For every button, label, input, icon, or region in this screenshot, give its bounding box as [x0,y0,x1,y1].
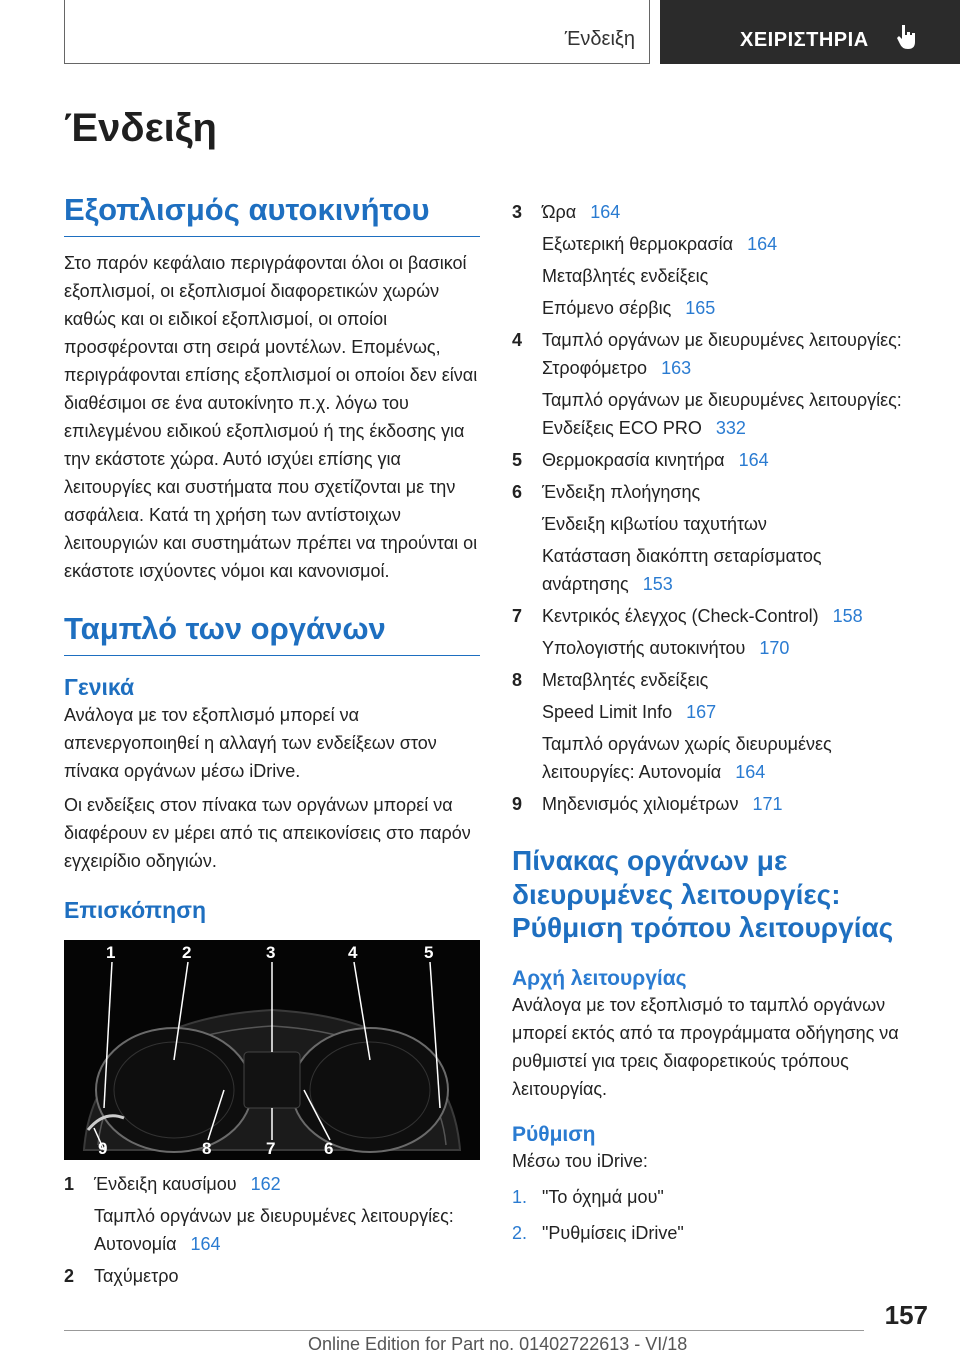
legend-item [64,1170,480,1198]
page-title: Ένδειξη [64,106,217,150]
paragraph-setting: Μέσω του iDrive: [512,1150,648,1171]
legend-item-text: Μηδενισμός χιλιομέτρων [542,794,739,814]
legend-item-subline [512,262,928,290]
page-reference-link[interactable]: 165 [685,298,716,318]
legend-item [64,1262,480,1290]
heading-setting: Ρύθμιση [512,1122,596,1146]
legend-item-text: Ένδειξη κιβωτίου ταχυτήτων [542,514,767,534]
callout-5: 5 [424,943,434,962]
left-column [64,192,480,1294]
legend-item-subline [64,1202,480,1258]
legend-item-number: 8 [512,670,523,690]
page-reference-link[interactable]: 167 [686,702,717,722]
callout-1: 1 [106,943,116,962]
legend-item-number: 9 [512,794,523,814]
header-section-box [64,0,650,64]
heading-general: Γενικά [64,674,135,700]
page-reference-link[interactable]: 164 [738,450,769,470]
legend-item-number: 4 [512,330,523,350]
page-reference-link[interactable]: 171 [752,794,783,814]
legend-item-text: Ένδειξη καυσίμου [94,1174,237,1194]
legend-item-text: Ένδειξη πλοήγησης [542,482,701,502]
legend-list-left [64,1170,480,1294]
heading-equipment: Εξοπλισμός αυτοκινήτου [64,192,480,237]
legend-item [512,326,928,382]
legend-item-number: 2 [64,1266,75,1286]
legend-item-text: Κατάσταση διακόπτη σεταρίσματος ανάρτησης [542,546,822,594]
legend-item-subline [512,542,928,598]
legend-item-subline [512,294,928,322]
page-reference-link[interactable]: 164 [190,1234,221,1254]
legend-item-text: Κεντρικός έλεγχος (Check-Control) [542,606,819,626]
header-chapter-box [660,0,960,64]
legend-item-text: Μεταβλητές ενδείξεις [542,266,709,286]
legend-item [512,478,928,506]
legend-item-subline [512,230,928,258]
page-reference-link[interactable]: 162 [250,1174,281,1194]
legend-item-text: Μεταβλητές ενδείξεις [542,670,709,690]
callout-9: 9 [98,1139,108,1158]
legend-item-text: Εξωτερική θερμοκρασία [542,234,734,254]
callout-3: 3 [266,943,276,962]
legend-item [512,198,928,226]
callout-7: 7 [266,1139,276,1158]
paragraph-principle: Ανάλογα με τον εξοπλισμό το ταμπλό οργάνων μπορεί εκτός από τα προγράμματα οδήγησης να ρυθμιστεί για τρεις διαφορετικούς τρόπους λειτουργίας. [512,994,899,1099]
header-chapter-label: ΧΕΙΡΙΣΤΗΡΙΑ [740,29,869,51]
legend-item-text: Speed Limit Info [542,702,673,722]
callout-2: 2 [182,943,192,962]
legend-item [512,666,928,694]
legend-item-subline [512,698,928,726]
footer-edition: Online Edition for Part no. 01402722613 - VI/18 [308,1334,688,1354]
step-number: 1. [512,1186,528,1207]
steps-list [512,1183,928,1255]
page-reference-link[interactable]: 164 [735,762,766,782]
paragraph-general-1: Ανάλογα με τον εξοπλισμό μπορεί να απενεργοποιηθεί η αλλαγή των ενδείξεων στον πίνακα οργάνων μέσω iDrive. [64,705,437,781]
page-reference-link[interactable]: 153 [642,574,673,594]
hand-pointer-icon [892,22,922,52]
legend-item-subline [512,634,928,662]
legend-item-number: 1 [64,1174,75,1194]
legend-item-text: Επόμενο σέρβις [542,298,672,318]
right-column [512,198,928,1255]
legend-item-subline [512,730,928,786]
heading-principle: Αρχή λειτουργίας [512,966,687,990]
instrument-cluster-illustration [64,940,480,1160]
callout-6: 6 [324,1139,334,1158]
paragraph-equipment: Στο παρόν κεφάλαιο περιγράφονται όλοι οι βασικοί εξοπλισμοί, οι εξοπλισμοί διαφορετικών χωρών καθώς και οι ειδικοί εξοπλισμοί, οι οποίοι προσφέρονται στη σειρά μοντέλων. Επομένως, περιγράφονται επίσης εξοπλισμοί οι οποίοι δεν είναι διαθέσιμοι σε ένα αυτοκίνητο π.χ. λόγω του επιλεγμένου ειδικού εξοπλισμού ή της έκδοσης για την εκάστοτε χώρα. Αυτό ισχύει επίσης για λειτουργίες και συστήματα που σχετίζονται με την ασφάλεια. Κατά τη χρήση των αντίστοιχων λειτουργιών και συστημάτων πρέπει να τηρούνται οι εκάστοτε ισχύοντες νόμοι και κανονισμοί. [64,253,478,581]
heading-dashboard: Ταμπλό των οργάνων [64,611,480,656]
legend-item [512,446,928,474]
heading-overview: Επισκόπηση [64,897,206,923]
legend-item-text: Ταμπλό οργάνων με διευρυμένες λειτουργίες: Αυτονομία [94,1206,454,1254]
page-reference-link[interactable]: 332 [715,418,746,438]
legend-item-text: Θερμοκρασία κινητήρα [542,450,725,470]
legend-item-text: Ώρα [542,202,577,222]
page-reference-link[interactable]: 164 [747,234,778,254]
heading-modes: Πίνακας οργάνων με διευρυμένες λειτουργίες: Ρύθμιση τρόπου λειτουργίας [512,845,894,944]
legend-item-subline [512,386,928,442]
callout-8: 8 [202,1139,212,1158]
page-reference-link[interactable]: 164 [590,202,621,222]
footer-divider [64,1330,864,1331]
instrument-cluster-image [64,940,480,1160]
step-text: "Ρυθμίσεις iDrive" [542,1222,684,1243]
step-item [512,1219,928,1247]
legend-item-number: 6 [512,482,523,502]
legend-item-text: Υπολογιστής αυτοκινήτου [542,638,746,658]
page-reference-link[interactable]: 163 [661,358,692,378]
legend-item-subline [512,510,928,538]
header-section-label: Ένδειξη [564,28,635,50]
legend-item-number: 7 [512,606,523,626]
legend-item-text: Ταμπλό οργάνων με διευρυμένες λειτουργίες: Ενδείξεις ECO PRO [542,390,902,438]
page-reference-link[interactable]: 170 [759,638,790,658]
legend-item [512,602,928,630]
callout-4: 4 [348,943,358,962]
legend-item-text: Ταμπλό οργάνων χωρίς διευρυμένες λειτουργίες: Αυτονομία [542,734,832,782]
legend-item-number: 3 [512,202,523,222]
step-item [512,1183,928,1211]
step-text: "Το όχημά μου" [542,1186,664,1207]
legend-item [512,790,928,818]
paragraph-general-2: Οι ενδείξεις στον πίνακα των οργάνων μπορεί να διαφέρουν εν μέρει από τις απεικονίσεις στο παρόν εγχειρίδιο οδηγιών. [64,795,471,871]
legend-list-right [512,198,928,822]
legend-item-text: Ταμπλό οργάνων με διευρυμένες λειτουργίες: Στροφόμετρο [542,330,902,378]
page-number: 157 [884,1300,928,1330]
legend-item-number: 5 [512,450,523,470]
step-number: 2. [512,1222,528,1243]
legend-item-text: Ταχύμετρο [94,1266,179,1286]
page-reference-link[interactable]: 158 [832,606,863,626]
